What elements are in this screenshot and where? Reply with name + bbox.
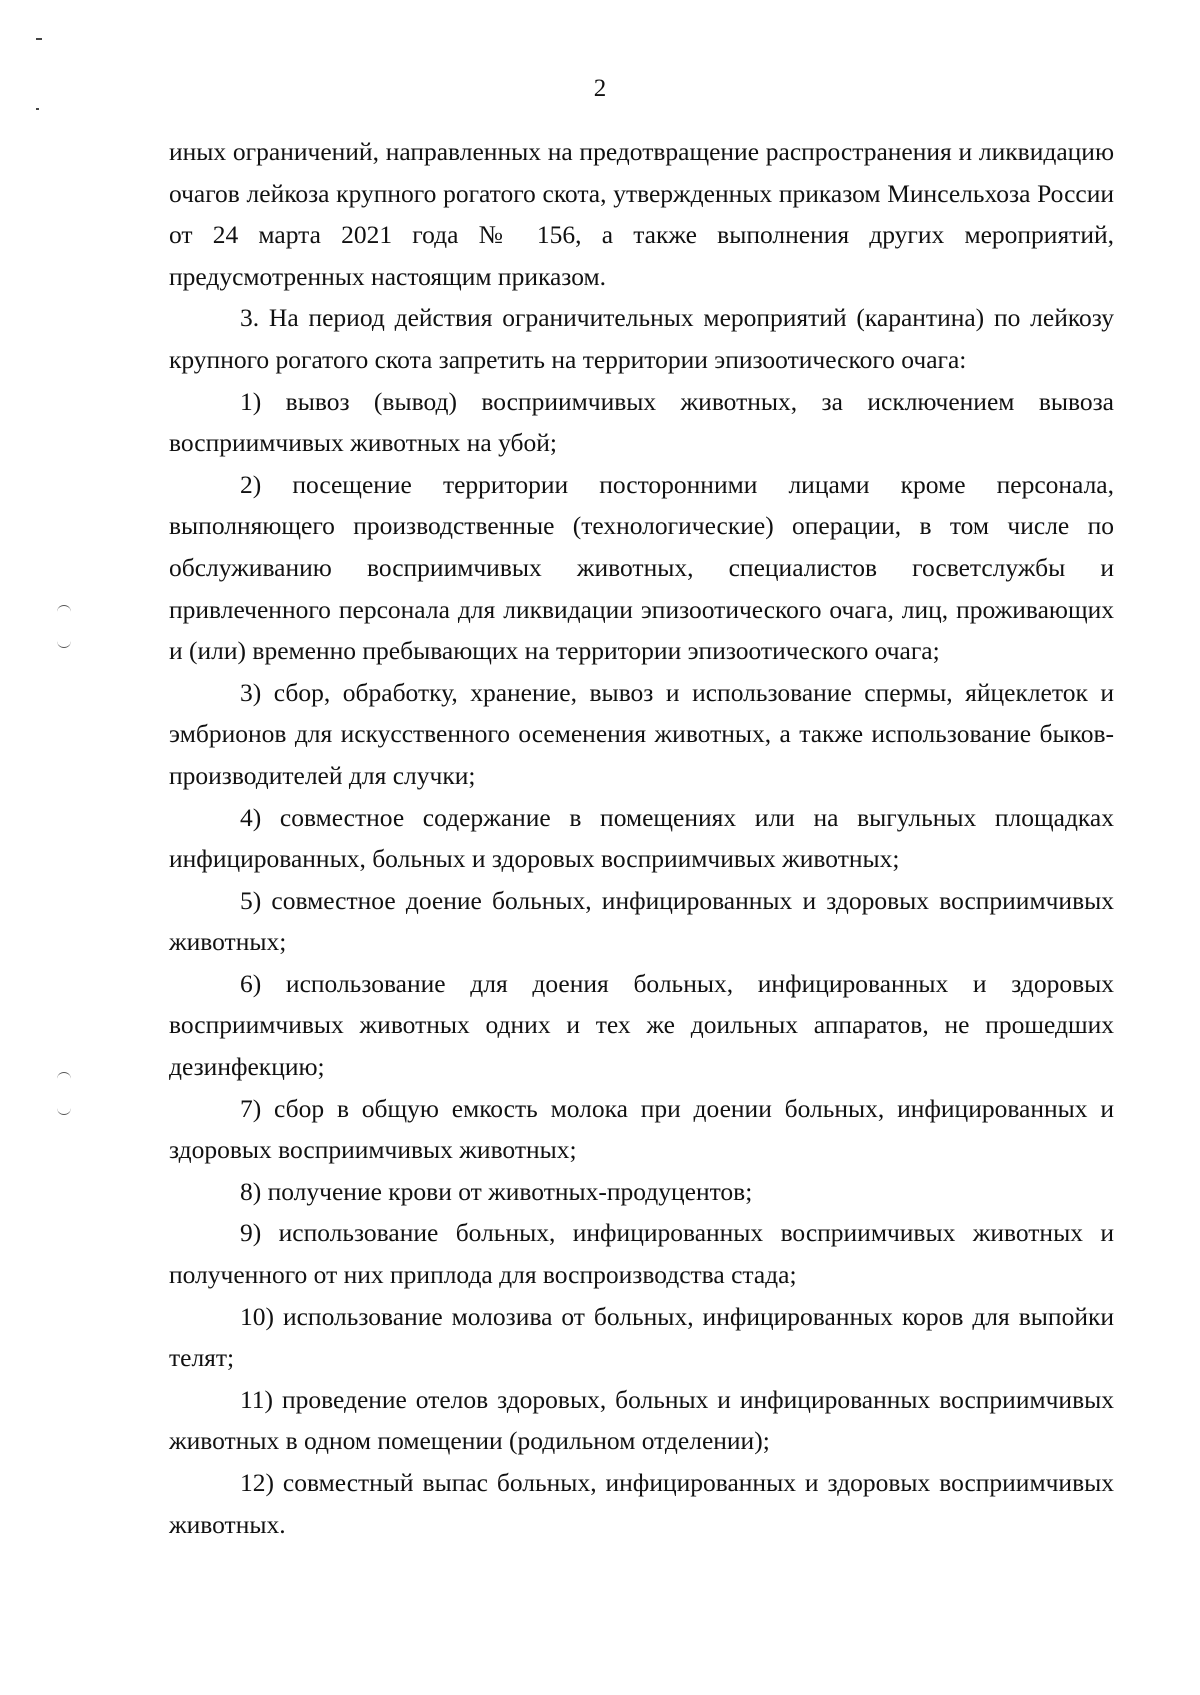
paragraph-item-3: 3. На период действия ограничительных мероприятий (карантина) по лейкозу крупного рогатого скота запретить на территории эпизоотического очага: [169, 303, 1114, 374]
document-body [169, 131, 1114, 1545]
hole-punch-mark [57, 1072, 71, 1087]
list-item-2: 2) посещение территории посторонними лицами кроме персонала, выполняющего производственные (технологические) операции, в том числе по обслуживанию восприимчивых животных, специалистов госветслужбы и привлеченного персонала для ликвидации эпизоотического очага, лиц, проживающих и (или) временно пребывающих на территории эпизоотического очага; [169, 469, 1114, 666]
page-number: 2 [593, 75, 607, 102]
list-item-8: 8) получение крови от животных-продуцентов; [240, 1176, 753, 1206]
scan-artifact [36, 108, 39, 110]
hole-punch-mark [57, 605, 71, 620]
hole-punch-mark [57, 633, 71, 648]
list-item-11: 11) проведение отелов здоровых, больных и инфицированных восприимчивых животных в одном помещении (родильном отделении); [169, 1384, 1114, 1456]
list-item-9: 9) использование больных, инфицированных восприимчивых животных и полученного от них приплода для воспроизводства стада; [169, 1218, 1114, 1290]
scan-artifact [36, 38, 42, 40]
list-item-1: 1) вывоз (вывод) восприимчивых животных, за исключением вывоза восприимчивых животных на убой; [169, 386, 1114, 458]
list-item-10: 10) использование молозива от больных, инфицированных коров для выпойки телят; [169, 1301, 1114, 1373]
list-item-7: 7) сбор в общую емкость молока при доении больных, инфицированных и здоровых восприимчивых животных; [169, 1093, 1114, 1165]
list-item-5: 5) совместное доение больных, инфицированных и здоровых восприимчивых животных; [169, 885, 1114, 957]
list-item-4: 4) совместное содержание в помещениях или на выгульных площадках инфицированных, больных и здоровых восприимчивых животных; [169, 802, 1114, 874]
list-item-6: 6) использование для доения больных, инфицированных и здоровых восприимчивых животных одних и тех же доильных аппаратов, не прошедших дезинфекцию; [169, 968, 1114, 1082]
list-item-12: 12) совместный выпас больных, инфицированных и здоровых восприимчивых животных. [169, 1468, 1114, 1539]
hole-punch-mark [57, 1100, 71, 1115]
list-item-3: 3) сбор, обработку, хранение, вывоз и использование спермы, яйцеклеток и эмбрионов для искусственного осеменения животных, а также использование быков-производителей для случки; [169, 677, 1114, 790]
paragraph-continuation: иных ограничений, направленных на предотвращение распространения и ликвидацию очагов лейкоза крупного рогатого скота, утвержденных приказом Минсельхоза России от 24 марта 2021 года № 156, а также выполнения других мероприятий, предусмотренных настоящим приказом. [169, 137, 1114, 291]
